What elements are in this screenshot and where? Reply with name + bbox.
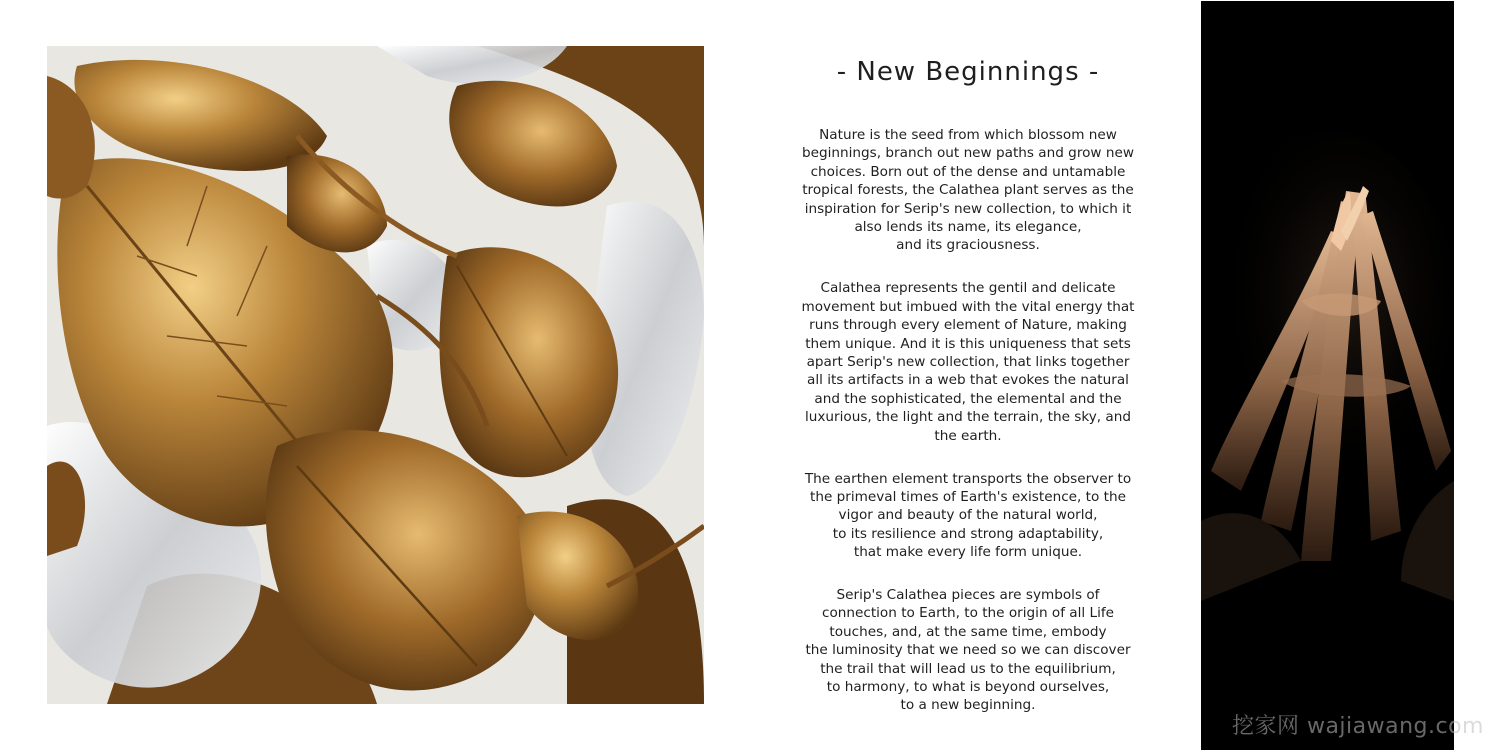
paragraph-4: Serip's Calathea pieces are symbols of connection to Earth, to the origin of all Life touches, and, at the same time, embody the luminosity that we need so we can discover the trail that will lead us to the equilibrium, to harmony, to what is beyond ourselves, to a new beginning. — [805, 587, 1131, 714]
raised-hands-photo — [1201, 1, 1454, 750]
article-text-column — [778, 54, 1158, 739]
paragraph-1: Nature is the seed from which blossom new beginnings, branch out new paths and grow new choices. Born out of the dense and untamable tropical forests, the Calathea plant serves as the inspiration for Serip's new collection, to which it also lends its name, its elegance, and its graciousness. — [802, 127, 1134, 254]
paragraph-2: Calathea represents the gentil and delicate movement but imbued with the vital energy that runs through every element of Nature, making them unique. And it is this uniqueness that sets apart Serip's new collection, that links together all its artifacts in a web that evokes the natural and the sophisticated, the elemental and the luxurious, the light and the terrain, the sky, and the earth. — [801, 280, 1135, 444]
watermark-text: 挖家网 wajiawang.com — [1231, 714, 1484, 739]
golden-leaves-photo — [47, 46, 704, 704]
paragraph-3: The earthen element transports the observer to the primeval times of Earth's existence, to the vigor and beauty of the natural world, to its resilience and strong adaptability, that make every life form unique. — [804, 470, 1132, 561]
page-title: - New Beginnings - — [836, 57, 1100, 87]
